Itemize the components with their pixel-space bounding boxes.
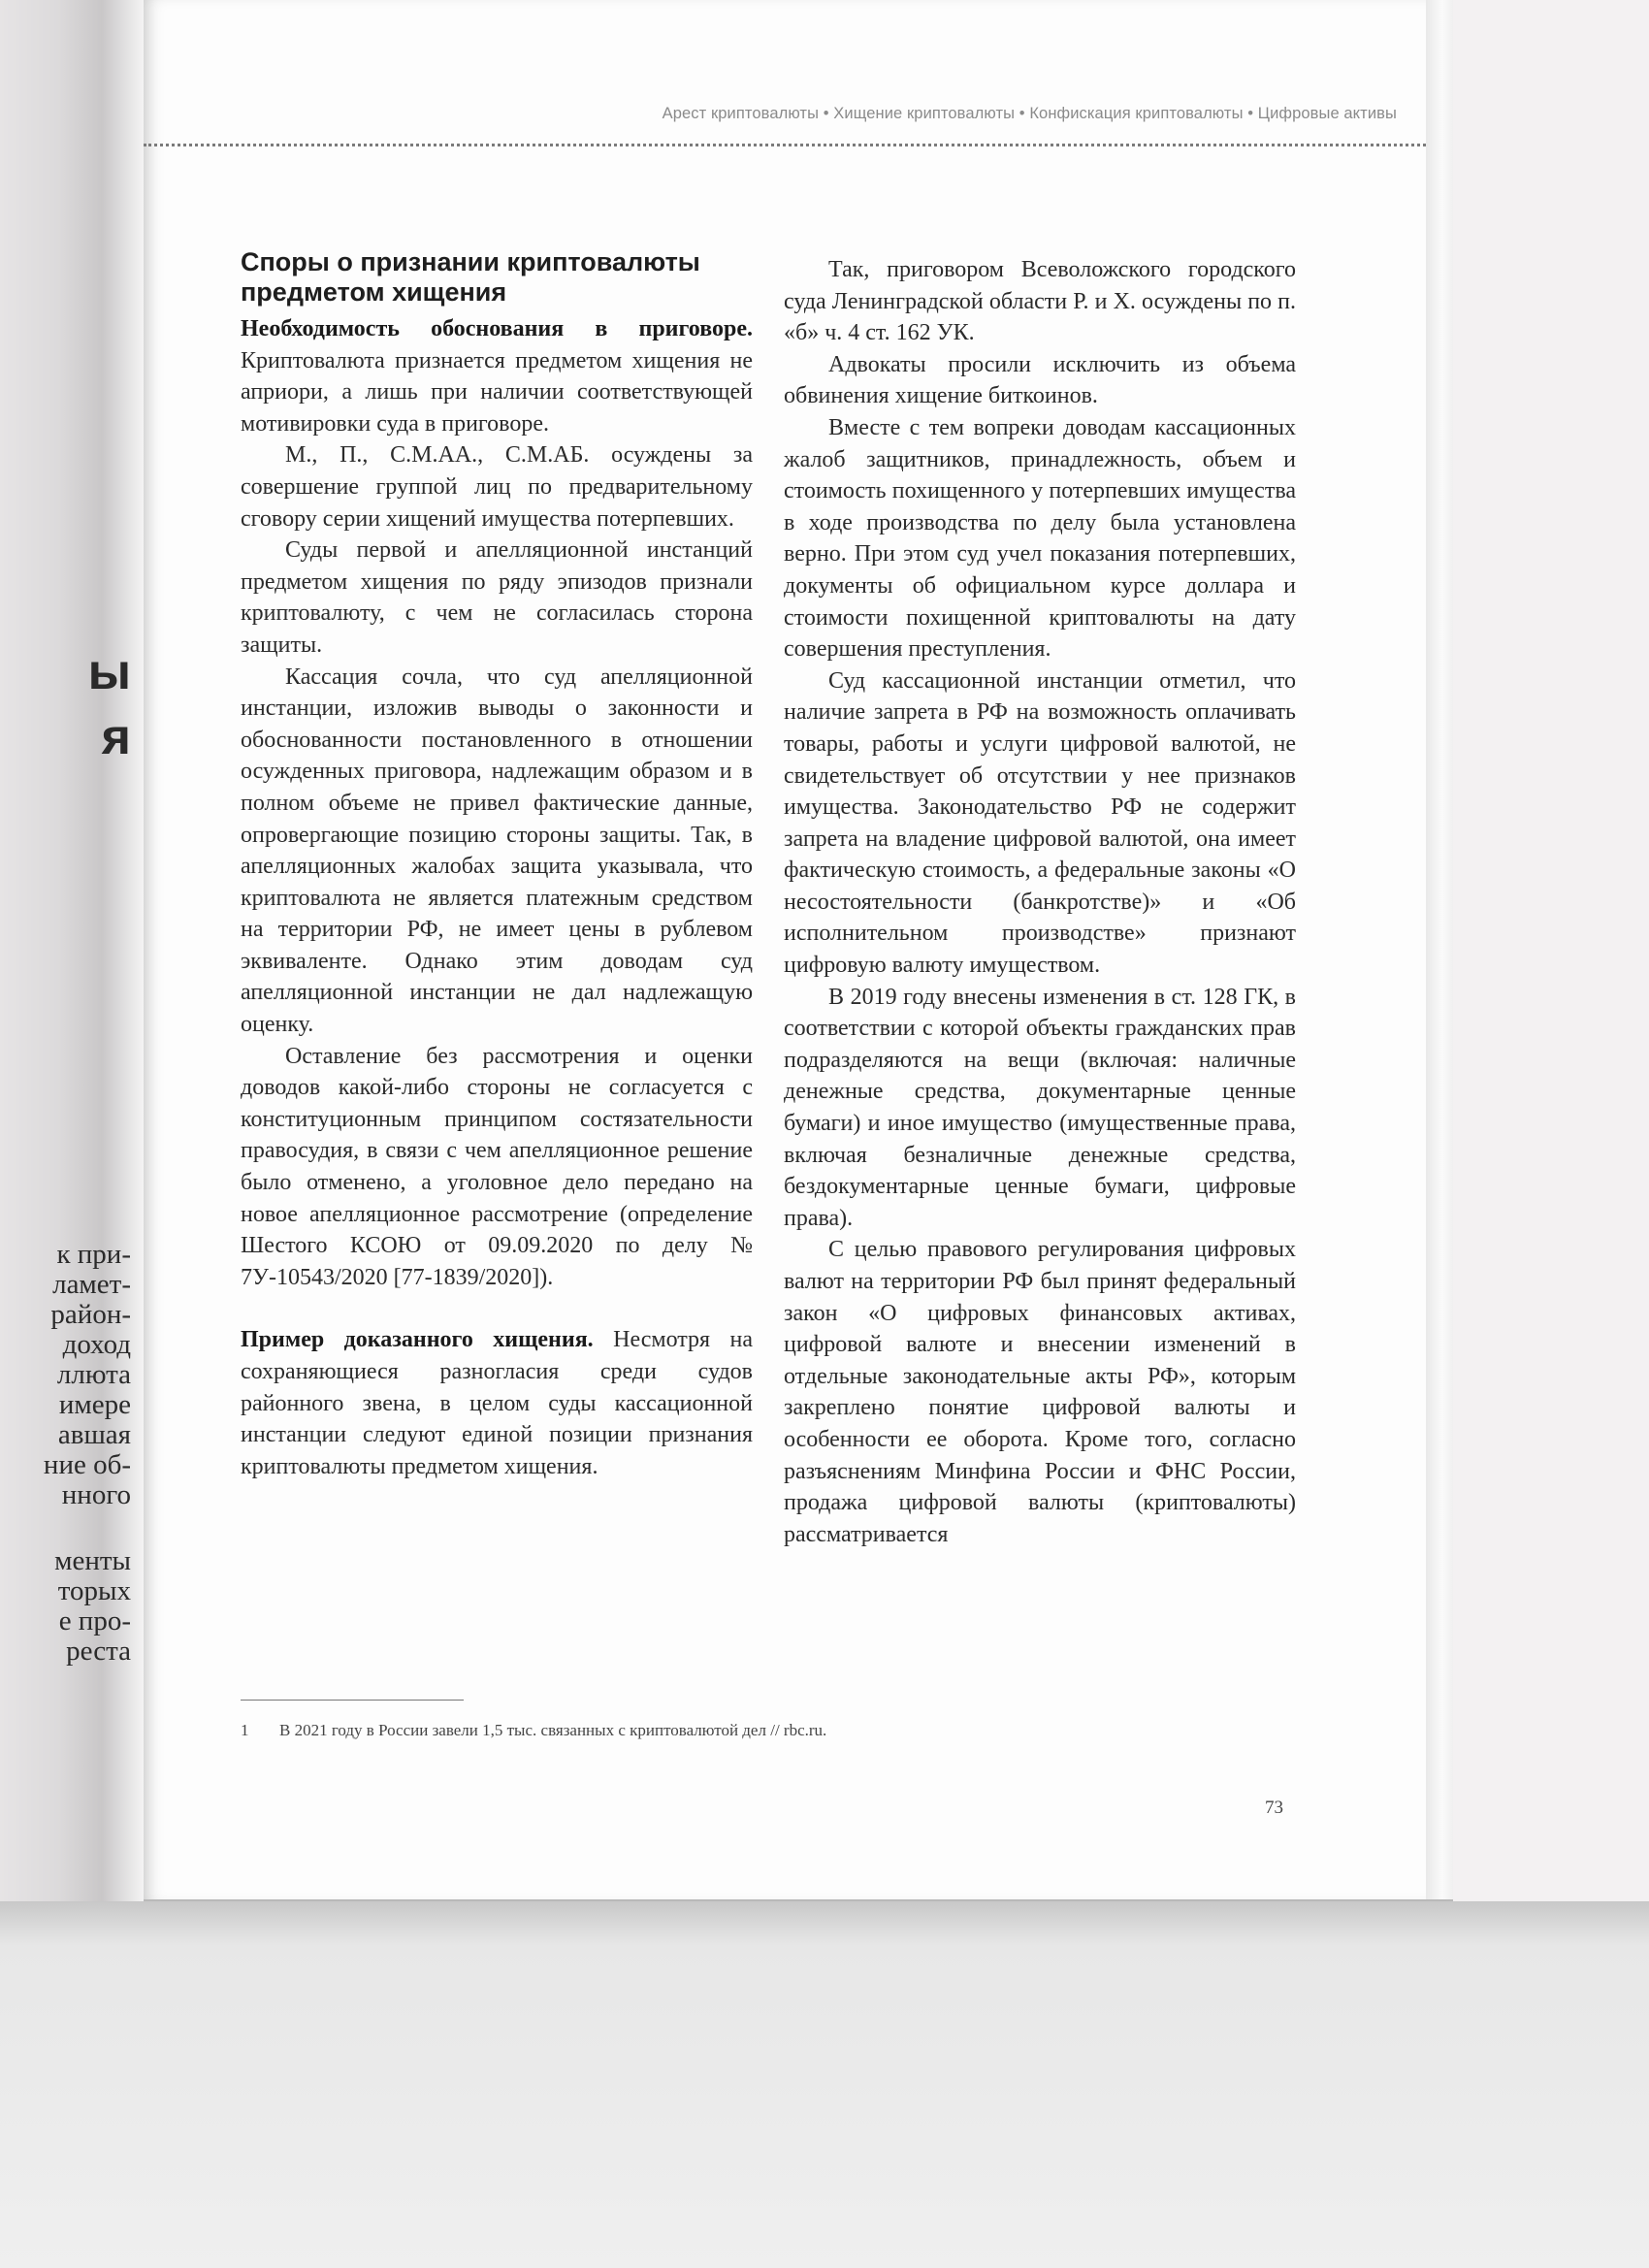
- paragraph: М., П., С.М.АА., С.М.АБ. осуждены за совершение группой лиц по предварительному сговору серии хищений имущества потерпевших.: [241, 442, 753, 532]
- running-head: Арест криптовалюты • Хищение криптовалюты • Конфискация криптовалюты • Цифровые активы: [662, 105, 1397, 122]
- subsection-heading: Необходимость обоснования в приговоре.: [241, 316, 753, 341]
- paragraph: Суд кассационной инстанции отметил, что наличие запрета в РФ на возможность оплачивать товары, работы и услуги цифровой валютой, не свидетельствует об отсутствии у нее признаков имущества. Законодательство РФ не содержит запрета на владение цифровой валютой, она имеет фактическую стоимость, а федеральные законы «О несостоятельности (банкротстве)» и «Об исполнительном производстве» признают цифровую валюту имуществом.: [784, 667, 1296, 979]
- footnote-rule: [241, 1700, 464, 1701]
- paragraph-text: Криптовалюта признается предметом хищения не априори, а лишь при наличии соответствующей мотивировки суда в приговоре.: [241, 347, 753, 437]
- prev-page-fragment: е про-: [58, 1605, 131, 1636]
- prev-page-fragment: имере: [58, 1389, 131, 1420]
- paragraph: Адвокаты просили исключить из объема обвинения хищение биткоинов.: [784, 351, 1296, 409]
- paragraph: Оставление без рассмотрения и оценки доводов какой-либо стороны не согласуется с конституционным принципом состязательности правосудия, в связи с чем апелляционное решение было отменено, а уголовное дело передано на новое апелляционное рассмотрение (определение Шестого КСОЮ от 09.09.2020 по делу № 7У-10543/2020 [77-1839/2020]).: [241, 1043, 753, 1290]
- previous-page-edge: [0, 0, 131, 1901]
- left-column: [241, 247, 753, 1482]
- book-page: [144, 0, 1426, 1901]
- prev-page-fragment: район-: [50, 1299, 131, 1330]
- paragraph: Суды первой и апелляционной инстанций предметом хищения по ряду эпизодов признали криптовалюту, с чем не согласилась сторона защиты.: [241, 537, 753, 658]
- scanner-background: [0, 1901, 1649, 2268]
- prev-page-fragment: нного: [61, 1479, 131, 1510]
- prev-page-fragment: менты: [54, 1545, 131, 1576]
- prev-page-fragment: ы: [87, 644, 131, 700]
- paragraph-text: Несмотря на сохраняющиеся разногласия среди судов районного звена, в целом суды кассационной инстанции следуют единой позиции признания криптовалюты предметом хищения.: [241, 1327, 754, 1479]
- footnote-number: 1: [241, 1721, 249, 1739]
- prev-page-fragment: торых: [57, 1575, 131, 1606]
- paragraph: В 2019 году внесены изменения в ст. 128 ГК, в соответствии с которой объекты гражданских прав подразделяются на вещи (включая: наличные денежные средства, документарные ценные бумаги) и иное имущество (имущественные права, включая безналичные денежные средства, бездокументарные ценные бумаги, цифровые права).: [784, 984, 1296, 1231]
- paragraph: Так, приговором Всеволожского городского суда Ленинградской области Р. и Х. осуждены по п. «б» ч. 4 ст. 162 УК.: [784, 257, 1296, 346]
- prev-page-fragment: к при-: [56, 1239, 131, 1270]
- prev-page-fragment: ламет-: [52, 1269, 131, 1300]
- footnote-text: В 2021 году в России завели 1,5 тыс. связанных с криптовалютой дел // rbc.ru.: [279, 1721, 827, 1739]
- prev-page-fragment: ллюта: [56, 1359, 131, 1390]
- footnote: [241, 1720, 1114, 1741]
- paragraph: С целью правового регулирования цифровых валют на территории РФ был принят федеральный закон «О цифровых финансовых активах, цифровой валюте и внесении изменений в отдельные законодательные акты РФ», которым закреплено понятие цифровой валюты и особенности ее оборота. Кроме того, согласно разъяснениям Минфина России и ФНС России, продажа цифровой валюты (криптовалюты) рассматривается: [784, 1237, 1296, 1547]
- prev-page-fragment: реста: [66, 1636, 131, 1667]
- right-column: [784, 254, 1296, 1550]
- header-dotted-rule: [144, 144, 1426, 146]
- page-right-edge: [1426, 0, 1453, 1901]
- prev-page-fragment: доход: [62, 1329, 131, 1360]
- prev-page-fragment: ние об-: [43, 1449, 131, 1480]
- section-title: Споры о признании криптовалюты предметом хищения: [241, 247, 700, 307]
- paragraph: Вместе с тем вопреки доводам кассационных жалоб защитников, принадлежность, объем и стоимость похищенного у потерпевших имущества в ходе производства по делу была установлена верно. При этом суд учел показания потерпевших, документы об официальном курсе доллара и стоимости похищенной криптовалюты на дату совершения преступления.: [784, 414, 1296, 663]
- subsection-heading: Пример доказанного хищения.: [241, 1327, 594, 1353]
- paragraph: Кассация сочла, что суд апелляционной инстанции, изложив выводы о законности и обоснованности постановленного в отношении осужденных приговора, надлежащим образом и в полном объеме не привел фактические данные, опровергающие позицию стороны защиты. Так, в апелляционных жалобах защита указывала, что криптовалюта не является платежным средством на территории РФ, не имеет цены в рублевом эквиваленте. Однако этим доводам суд апелляционной инстанции не дал надлежащую оценку.: [241, 664, 753, 1038]
- page-number: 73: [1265, 1798, 1283, 1818]
- paragraph: [241, 313, 753, 439]
- prev-page-fragment: авшая: [57, 1419, 131, 1450]
- prev-page-fragment: я: [101, 709, 131, 765]
- paragraph: [241, 1324, 753, 1482]
